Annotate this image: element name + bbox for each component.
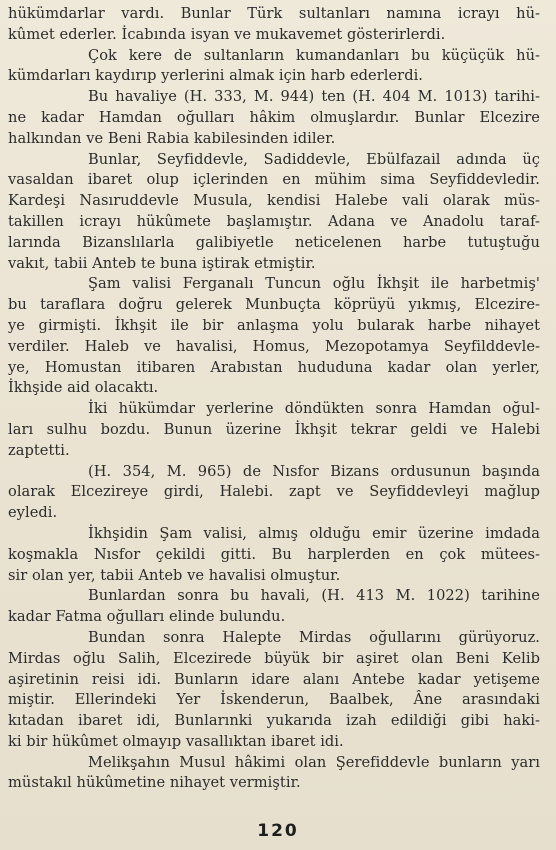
paragraph	[8, 150, 540, 275]
text-line: Şam valisi Ferganalı Tuncun oğlu İkhşit ile harbetmiş'	[88, 275, 540, 293]
text-line: Çok kere de sultanların kumandanları bu küçüçük hü-	[88, 46, 540, 64]
text-line: ye, Homustan itibaren Arabıstan hududuna kadar olan yerler,	[8, 358, 540, 376]
text-line: takillen icrayı hükûmete başlamıştır. Adana ve Anadolu taraf-	[8, 212, 540, 230]
text-line: larında Bizanslılarla galibiyetle neticelenen harbe tutuştuğu	[8, 233, 540, 251]
paragraph	[8, 399, 540, 461]
text-line: olarak Elcezireye girdi, Halebi. zapt ve Seyfiddevleyi mağlup	[8, 483, 540, 501]
text-line: halkından ve Beni Rabia kabilesinden idiler.	[8, 129, 336, 147]
paragraph	[8, 462, 540, 524]
paragraph	[8, 4, 540, 46]
text-line: hükümdarlar vardı. Bunlar Türk sultanları namına icrayı hü-	[8, 5, 540, 22]
text-line: ki bir hükûmet olmayıp vasallıktan ibaret idi.	[8, 732, 344, 750]
paragraph	[8, 524, 540, 586]
paragraph	[8, 586, 540, 628]
text-line: bu taraflara doğru gelerek Munbuçta köprüyü yıkmış, Elcezire-	[8, 296, 540, 314]
text-line: İkhşide aid olacaktı.	[8, 379, 159, 397]
text-line: koşmakla Nısfor çekildi gitti. Bu harplerden en çok mütees-	[8, 545, 540, 563]
text-line: kûmet ederler. İcabında isyan ve mukavemet gösterirlerdi.	[8, 25, 446, 43]
paragraph	[8, 753, 540, 795]
paragraph	[8, 87, 540, 149]
text-line: İki hükümdar yerlerine döndükten sonra Hamdan oğul-	[88, 400, 540, 418]
text-line: Melikşahın Musul hâkimi olan Şerefiddevle bunların yarı	[88, 753, 540, 771]
text-line: eyledi.	[8, 504, 58, 522]
text-line: İkhşidin Şam valisi, almış olduğu emir üzerine imdada	[88, 524, 540, 542]
text-line: Bunlardan sonra bu havali, (H. 413 M. 1022) tarihine	[88, 587, 540, 605]
text-line: Bundan sonra Halepte Mirdas oğullarını gürüyoruz.	[88, 628, 540, 646]
text-line: Kardeşi Nasıruddevle Musula, kendisi Halebe vali olarak müs-	[8, 192, 540, 210]
text-line: Bu havaliye (H. 333, M. 944) ten (H. 404 M. 1013) tarihi-	[88, 88, 540, 106]
text-line: kümdarları kaydırıp yerlerini almak için harb ederlerdi.	[8, 67, 423, 85]
text-line: ne kadar Hamdan oğulları hâkim olmuşlardır. Bunlar Elcezire	[8, 108, 540, 126]
text-line: müstakıl hükûmetine nihayet vermiştir.	[8, 774, 301, 792]
text-line: zaptetti.	[8, 441, 70, 459]
text-line: kıtadan ibaret idi, Bunlarınki yukarıda izah edildiği gibi haki-	[8, 712, 540, 730]
text-line: kadar Fatma oğulları elinde bulundu.	[8, 608, 286, 626]
text-line: ye girmişti. İkhşit ile bir anlaşma yolu bularak harbe nihayet	[8, 316, 540, 334]
text-line: Mirdas oğlu Salih, Elcezirede büyük bir aşiret olan Beni Kelib	[8, 649, 540, 667]
text-line: aşiretinin reisi idi. Bunların idare alanı Antebe kadar yetişeme	[8, 670, 540, 688]
paragraph	[8, 628, 540, 753]
body-text	[8, 4, 540, 794]
text-line: Bunlar, Seyfiddevle, Sadiddevle, Ebülfazail adında üç	[88, 150, 540, 168]
paragraph	[8, 274, 540, 399]
text-line: sir olan yer, tabii Anteb ve havalisi olmuştur.	[8, 566, 341, 584]
text-line: (H. 354, M. 965) de Nısfor Bizans ordusunun başında	[88, 462, 540, 480]
text-line: miştir. Ellerindeki Yer İskenderun, Baalbek, Âne arasındaki	[8, 691, 540, 709]
text-line: vakıt, tabii Anteb te buna iştirak etmiştir.	[8, 254, 316, 272]
text-line: ları sulhu bozdu. Bunun üzerine İkhşit tekrar geldi ve Halebi	[8, 420, 540, 438]
page-number: 120	[257, 821, 299, 841]
text-line: vasaldan ibaret olup içlerinden en mühim sima Seyfiddevledir.	[8, 171, 540, 189]
paragraph	[8, 46, 540, 88]
text-line: verdiler. Haleb ve havalisi, Homus, Mezopotamya Seyfilddevle-	[8, 337, 540, 355]
